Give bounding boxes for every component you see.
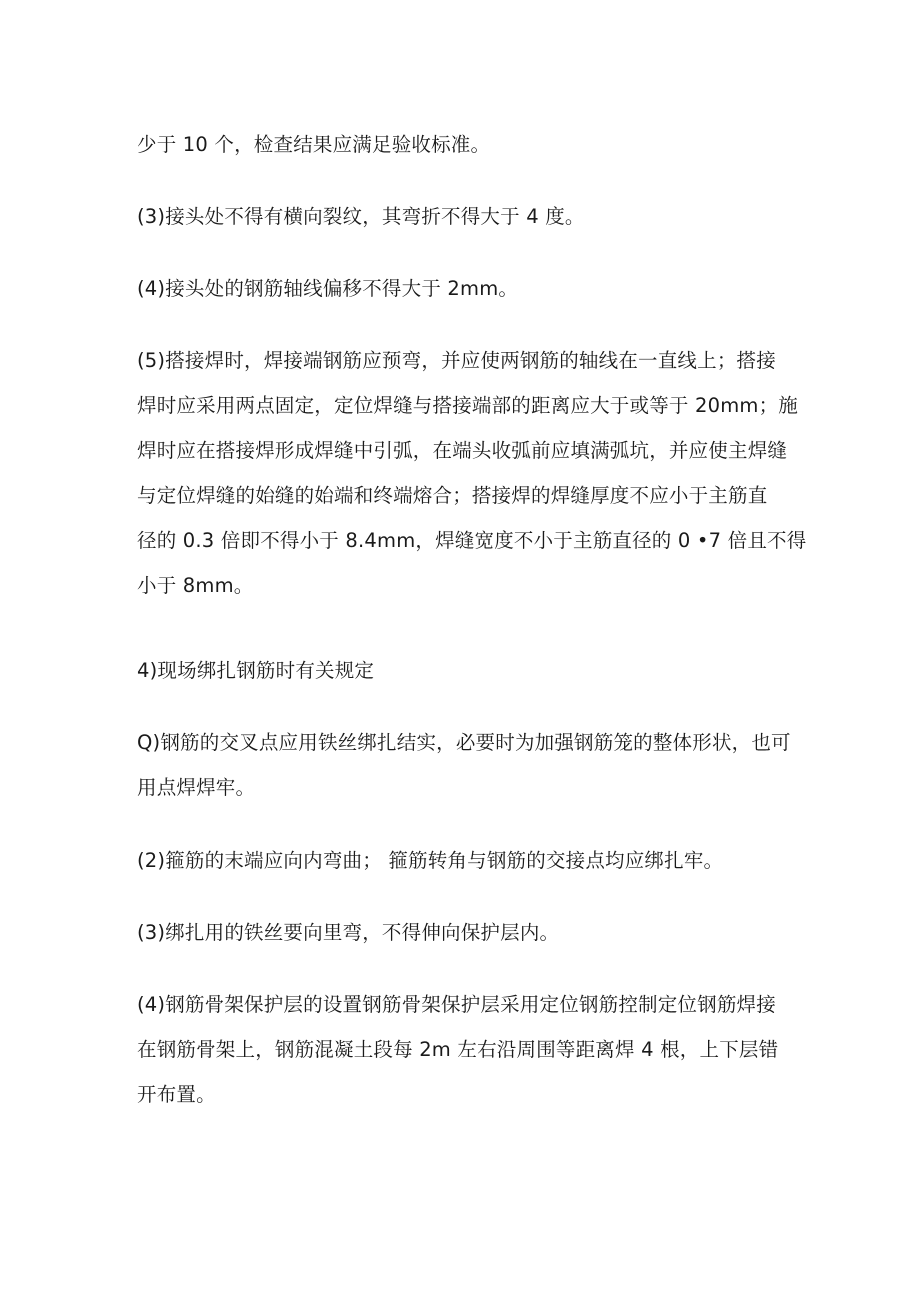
paragraph-8 [137,910,792,955]
text-line: 在钢筋骨架上，钢筋混凝土段每 2m 左右沿周围等距离焊 4 根，上下层错 [137,1038,779,1061]
text-line: 焊时应采用两点固定，定位焊缝与搭接端部的距离应大于或等于 20mm；施 [137,394,799,417]
paragraph-2 [137,194,792,239]
text-line: 焊时应在搭接焊形成焊缝中引弧，在端头收弧前应填满弧坑，并应使主焊缝 [137,439,788,462]
text-line: (3)接头处不得有横向裂纹，其弯折不得大于 4 度。 [137,205,585,228]
text-line: (4)接头处的钢筋轴线偏移不得大于 2mm。 [137,277,519,300]
text-line: (3)绑扎用的铁丝要向里弯，不得伸向保护层内。 [137,921,560,944]
text-line: (4)钢筋骨架保护层的设置钢筋骨架保护层采用定位钢筋控制定位钢筋焊接 [137,993,776,1016]
text-line: 与定位焊缝的始缝的始端和终端熔合；搭接焊的焊缝厚度不应小于主筋直 [137,484,768,507]
paragraph-3 [137,266,792,311]
text-line: 小于 8mm。 [137,574,254,597]
paragraph-5 [137,648,792,693]
section-heading: 4)现场绑扎钢筋时有关规定 [137,659,375,682]
text-line: 用点焊焊牢。 [137,776,256,799]
paragraph-4 [137,338,807,608]
text-line: 开布置。 [137,1083,216,1106]
text-line: 少于 10 个，检查结果应满足验收标准。 [137,133,491,156]
text-line: Q)钢筋的交叉点应用铁丝绑扎结实，必要时为加强钢筋笼的整体形状，也可 [137,731,791,754]
text-line: (5)搭接焊时，焊接端钢筋应预弯，并应使两钢筋的轴线在一直线上；搭接 [137,349,776,372]
text-line: 径的 0.3 倍即不得小于 8.4mm，焊缝宽度不小于主筋直径的 0 •7 倍且不得 [137,529,807,552]
paragraph-9 [137,982,792,1117]
text-line: (2)箍筋的末端应向内弯曲； 箍筋转角与钢筋的交接点均应绑扎牢。 [137,849,724,872]
paragraph-1 [137,122,792,167]
paragraph-6 [137,720,792,810]
paragraph-7 [137,838,792,883]
